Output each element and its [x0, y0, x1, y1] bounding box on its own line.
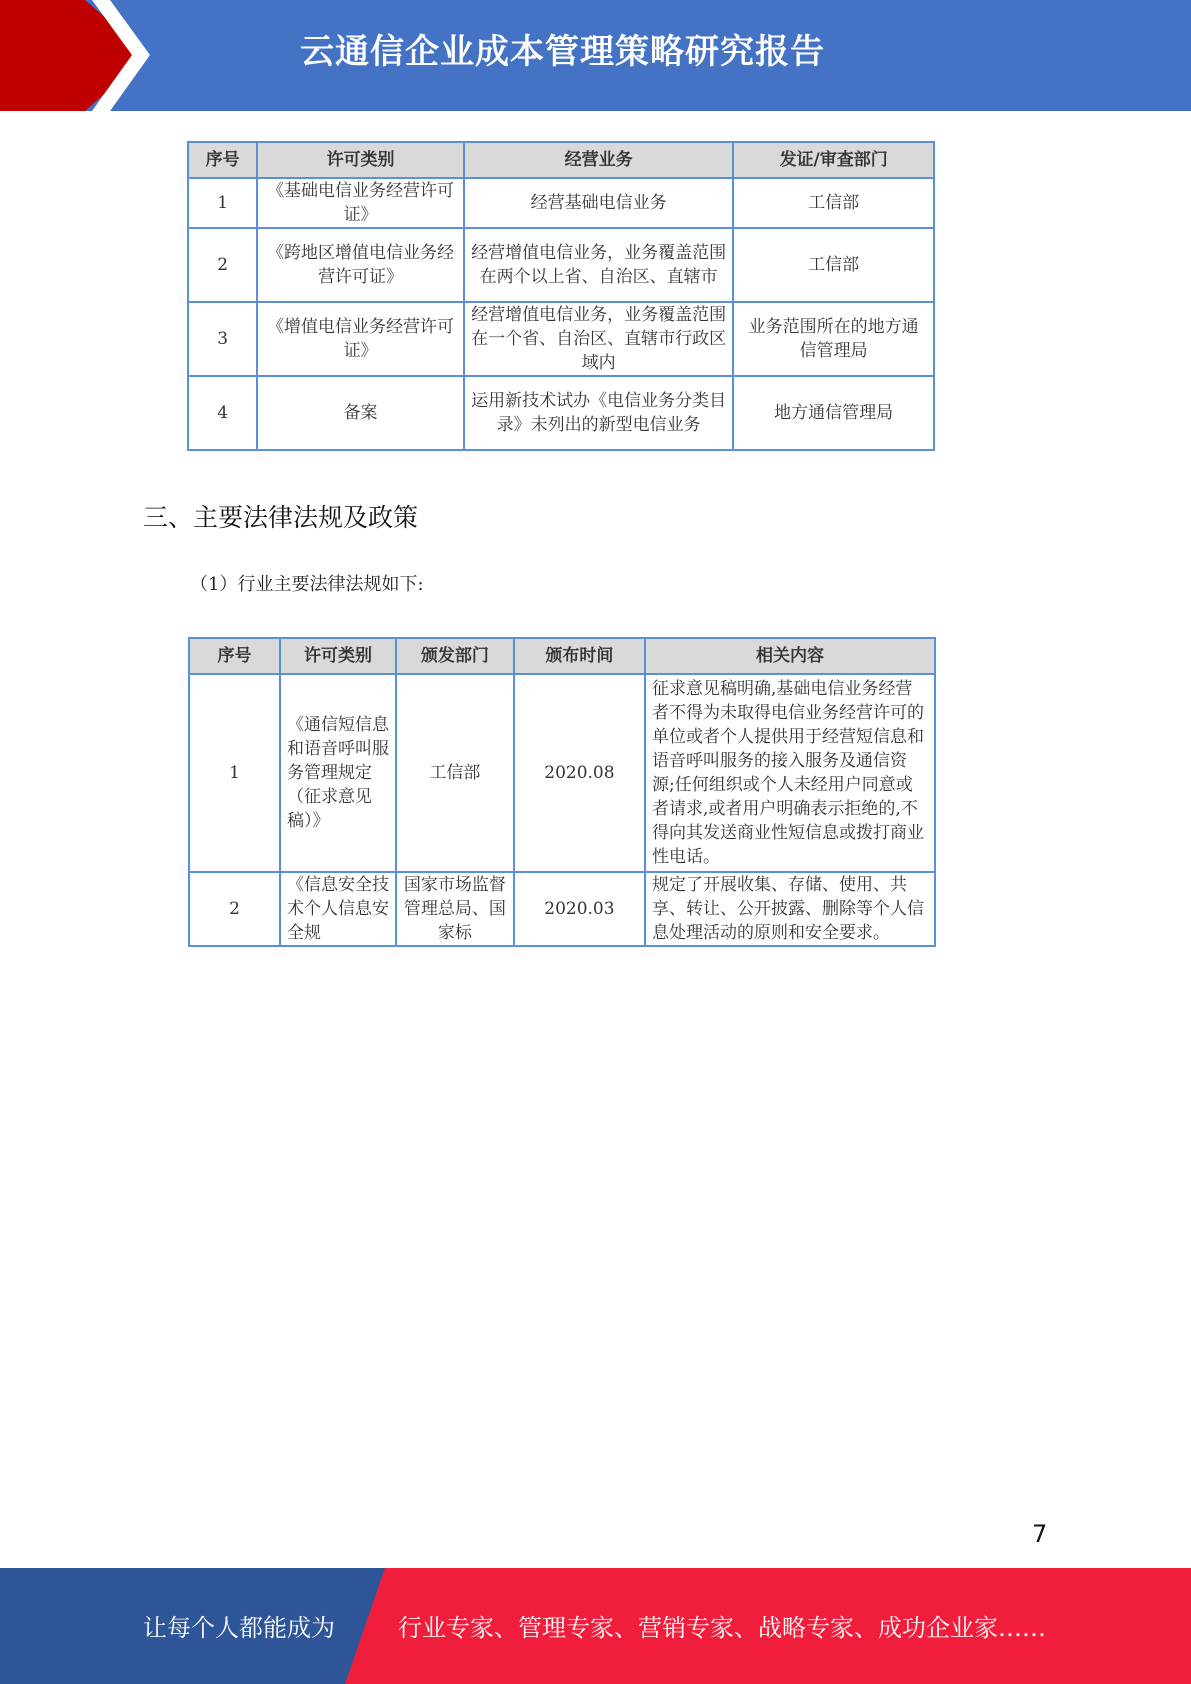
table-row: [188, 178, 934, 228]
clipped-text: 《信息安全技术个人信息安全规: [286, 875, 389, 943]
footer-slogan-left: 让每个人都能成为: [143, 1614, 335, 1642]
table-cell: 工信部: [733, 178, 934, 228]
table-header-cell: 相关内容: [645, 638, 935, 674]
table-cell: 征求意见稿明确,基础电信业务经营者不得为未取得电信业务经营许可的单位或者个人提供用于经营短信息和语音呼叫服务的接入服务及通信资源;任何组织或个人未经用户同意或者请求,或者用户明确表示拒绝的,不得向其发送商业性短信息或拨打商业性电话。: [645, 674, 935, 872]
table-cell: 备案: [257, 376, 464, 450]
page-number: 7: [1032, 1520, 1048, 1548]
license-table: [187, 141, 935, 451]
table-row: [188, 302, 934, 376]
table-header-cell: 许可类别: [280, 638, 396, 674]
table-header-cell: 序号: [189, 638, 280, 674]
table-cell: 1: [189, 674, 280, 872]
table-cell: 经营基础电信业务: [464, 178, 733, 228]
table-header-cell: 许可类别: [257, 142, 464, 178]
table-header-cell: 发证/审查部门: [733, 142, 934, 178]
table-cell: 业务范围所在的地方通信管理局: [733, 302, 934, 376]
table-cell: 3: [188, 302, 257, 376]
table-cell: 经营增值电信业务，业务覆盖范围在两个以上省、自治区、直辖市: [464, 228, 733, 302]
table-row: [188, 376, 934, 450]
report-title: 云通信企业成本管理策略研究报告: [300, 32, 825, 72]
table-cell: 工信部: [733, 228, 934, 302]
table-cell: 1: [188, 178, 257, 228]
sub-heading: （1）行业主要法律法规如下:: [190, 574, 424, 595]
table-cell: 经营增值电信业务，业务覆盖范围在一个省、自治区、直辖市行政区域内: [464, 302, 733, 376]
table-cell: 《基础电信业务经营许可证》: [257, 178, 464, 228]
table-cell: 《增值电信业务经营许可证》: [257, 302, 464, 376]
table-cell: 2020.08: [514, 674, 645, 872]
table-cell: 2: [189, 872, 280, 946]
table-header-cell: 颁发部门: [396, 638, 514, 674]
footer-slogan-right: 行业专家、管理专家、营销专家、战略专家、成功企业家……: [398, 1614, 1046, 1642]
table-row: [188, 228, 934, 302]
table-row: [189, 674, 935, 872]
table-cell: 4: [188, 376, 257, 450]
table-cell: 规定了开展收集、存储、使用、共享、转让、公开披露、删除等个人信息处理活动的原则和安全要求。: [645, 872, 935, 946]
table-cell: 《通信短信息和语音呼叫服务管理规定（征求意见稿）》: [280, 674, 396, 872]
clipped-text: 国家市场监督管理总局、国家标: [403, 875, 506, 943]
table-cell: 《跨地区增值电信业务经营许可证》: [257, 228, 464, 302]
table-cell: 2020.03: [514, 872, 645, 946]
table-cell: [280, 872, 396, 946]
table-cell: 地方通信管理局: [733, 376, 934, 450]
table-cell: 2: [188, 228, 257, 302]
table-header-cell: 经营业务: [464, 142, 733, 178]
page-header: [0, 0, 1191, 111]
table-cell: 运用新技术试办《电信业务分类目录》未列出的新型电信业务: [464, 376, 733, 450]
page-footer: [0, 1568, 1191, 1684]
table-header-cell: 颁布时间: [514, 638, 645, 674]
regulation-table: [188, 637, 936, 947]
section-heading: 三、主要法律法规及政策: [143, 503, 419, 532]
table-cell: [396, 872, 514, 946]
table-header-cell: 序号: [188, 142, 257, 178]
table-cell: 工信部: [396, 674, 514, 872]
table-row: [189, 872, 935, 946]
table-header-row: [189, 638, 935, 674]
table-header-row: [188, 142, 934, 178]
